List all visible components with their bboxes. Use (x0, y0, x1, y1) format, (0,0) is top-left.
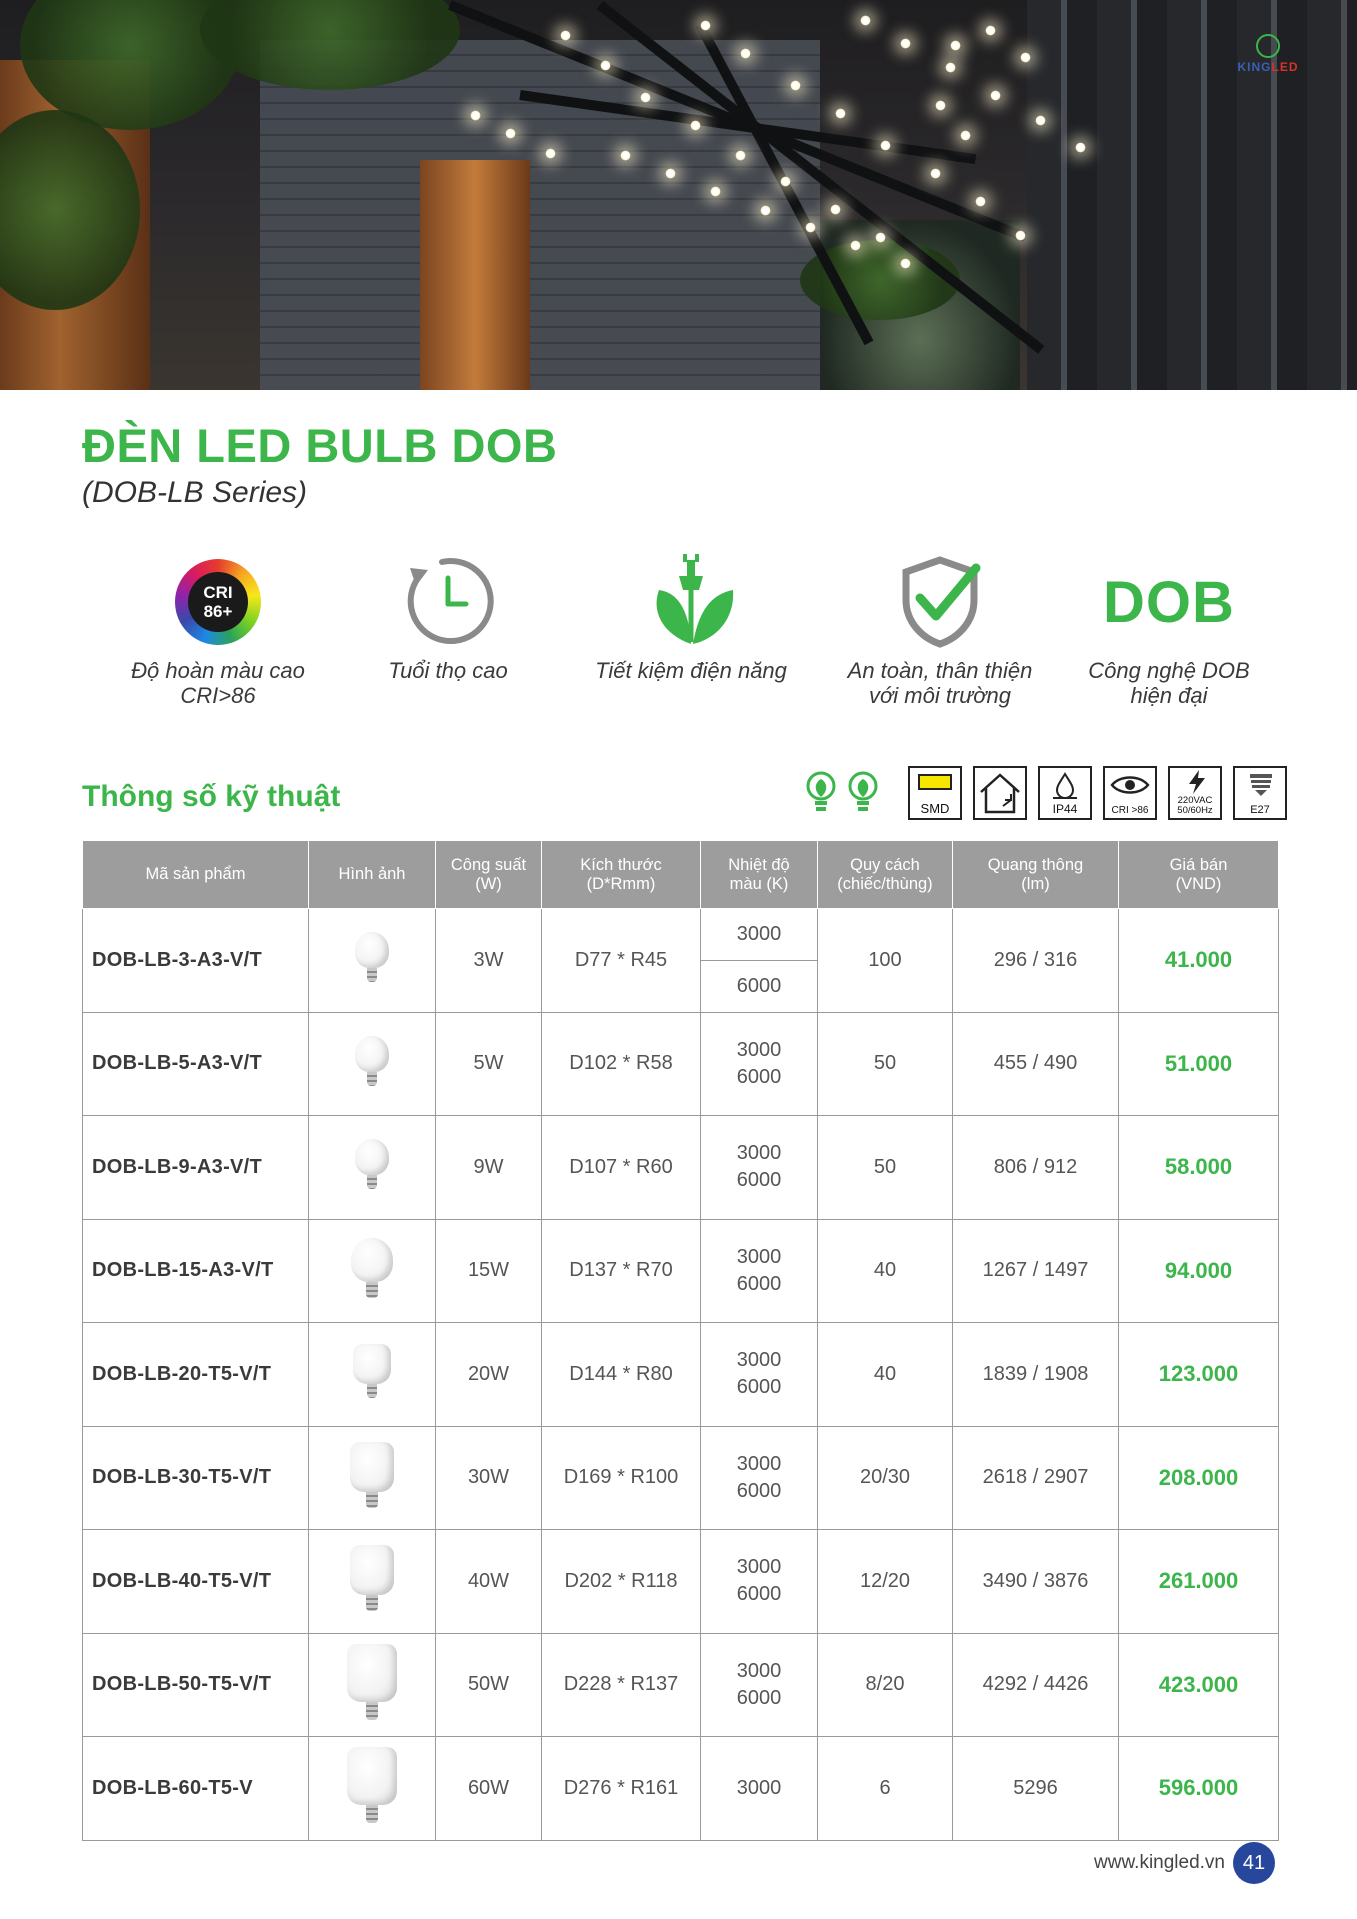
bulb-base (366, 1282, 378, 1298)
bulb-glass (347, 1747, 397, 1805)
eye-cri-icon: CRI >86 (1103, 766, 1157, 820)
luminous-flux: 1267 / 1497 (953, 1219, 1119, 1323)
feature-dob (1044, 552, 1294, 708)
string-light-bulb (690, 120, 701, 131)
bulb-t-shape-image (350, 1442, 394, 1508)
bulb-glass (353, 1344, 391, 1384)
kingled-logo: KINGLED (1227, 34, 1309, 74)
power: 50W (436, 1633, 542, 1737)
string-light-bulb (790, 80, 801, 91)
bulb-base (367, 968, 377, 982)
string-light-bulb (710, 186, 721, 197)
string-light-bulb (640, 92, 651, 103)
col-header-pack: Quy cách (chiếc/thùng) (818, 841, 953, 909)
page-number-badge: 41 (1233, 1842, 1275, 1884)
product-code: DOB-LB-3-A3-V/T (83, 909, 309, 1013)
string-light-bulb (470, 110, 481, 121)
size: D144 * R80 (542, 1323, 701, 1427)
table-row (83, 909, 1279, 961)
color-temp: 3000 6000 (701, 1426, 818, 1530)
string-light-bulb (665, 168, 676, 179)
size: D77 * R45 (542, 909, 701, 1013)
bulb-base (366, 1595, 378, 1611)
size: D202 * R118 (542, 1530, 701, 1634)
pack-qty: 20/30 (818, 1426, 953, 1530)
bulb-a-shape-image (355, 1036, 389, 1086)
product-image (309, 909, 436, 1013)
col-header-code: Mã sản phẩm (83, 841, 309, 909)
string-light-bulb (805, 222, 816, 233)
color-temp: 3000 6000 (701, 1116, 818, 1220)
string-light-bulb (1020, 52, 1031, 63)
color-temp: 3000 6000 (701, 1323, 818, 1427)
bulb-t-shape-image (350, 1545, 394, 1611)
power: 9W (436, 1116, 542, 1220)
string-light-bulb (760, 205, 771, 216)
pack-qty: 8/20 (818, 1633, 953, 1737)
color-temp: 3000 (701, 909, 818, 961)
string-light-bulb (1075, 142, 1086, 153)
bulb-glass (355, 1139, 389, 1175)
pack-qty: 50 (818, 1116, 953, 1220)
luminous-flux: 3490 / 3876 (953, 1530, 1119, 1634)
power: 20W (436, 1323, 542, 1427)
cri-86-icon: CRI 86+ (175, 559, 261, 645)
bulb-a-shape-image (351, 1238, 393, 1298)
price: 123.000 (1119, 1323, 1279, 1427)
product-image (309, 1633, 436, 1737)
table-header-row (83, 841, 1279, 909)
product-code: DOB-LB-40-T5-V/T (83, 1530, 309, 1634)
pack-qty: 6 (818, 1737, 953, 1841)
table-row (83, 1737, 1279, 1841)
string-light-bulb (780, 176, 791, 187)
bulb-base (367, 1072, 377, 1086)
price: 41.000 (1119, 909, 1279, 1013)
luminous-flux: 1839 / 1908 (953, 1323, 1119, 1427)
luminous-flux: 296 / 316 (953, 909, 1119, 1013)
table-row (83, 1530, 1279, 1634)
feature-safety (815, 552, 1065, 708)
product-image (309, 1116, 436, 1220)
product-image (309, 1737, 436, 1841)
color-temp: 3000 6000 (701, 1530, 818, 1634)
string-light-bulb (700, 20, 711, 31)
product-code: DOB-LB-50-T5-V/T (83, 1633, 309, 1737)
string-light-bulb (830, 204, 841, 215)
bulb-t-shape-image (347, 1644, 397, 1720)
col-header-temp: Nhiệt độ màu (K) (701, 841, 818, 909)
string-light-bulb (545, 148, 556, 159)
col-header-size: Kích thước (D*Rmm) (542, 841, 701, 909)
pack-qty: 100 (818, 909, 953, 1013)
feature-label: Công nghệ DOB hiện đại (1088, 658, 1250, 708)
eco-bulb-icon (804, 771, 838, 815)
hero-image (0, 0, 1357, 390)
feature-label: An toàn, thân thiện với môi trường (847, 658, 1033, 708)
string-light-bulb (835, 108, 846, 119)
luminous-flux: 806 / 912 (953, 1116, 1119, 1220)
bulb-a-shape-image (355, 1139, 389, 1189)
string-light-bulb (860, 15, 871, 26)
size: D276 * R161 (542, 1737, 701, 1841)
power: 60W (436, 1737, 542, 1841)
string-light-bulb (850, 240, 861, 251)
table-row (83, 1633, 1279, 1737)
table-row (83, 1116, 1279, 1220)
section-title: Thông số kỹ thuật (82, 780, 341, 813)
bulb-base (366, 1805, 378, 1823)
pack-qty: 40 (818, 1323, 953, 1427)
bulb-base (366, 1492, 378, 1508)
eco-bulb-icon (846, 771, 880, 815)
shield-check-icon (898, 556, 982, 648)
feature-label: Độ hoàn màu cao CRI>86 (131, 658, 305, 708)
dob-text-icon: DOB (1103, 569, 1235, 635)
string-light-bulb (620, 150, 631, 161)
power: 5W (436, 1012, 542, 1116)
ip44-drop-icon: IP44 (1038, 766, 1092, 820)
bulb-t-shape-image (353, 1344, 391, 1398)
size: D102 * R58 (542, 1012, 701, 1116)
price: 423.000 (1119, 1633, 1279, 1737)
feature-label: Tuổi thọ cao (388, 658, 508, 683)
feature-lifetime (323, 552, 573, 683)
string-light-bulb (975, 196, 986, 207)
bulb-base (367, 1384, 377, 1398)
spec-icons (804, 766, 1287, 820)
string-light-bulb (960, 130, 971, 141)
product-code: DOB-LB-30-T5-V/T (83, 1426, 309, 1530)
table-row (83, 1426, 1279, 1530)
string-light-bulb (930, 168, 941, 179)
bulb-glass (351, 1238, 393, 1282)
string-light-bulb (740, 48, 751, 59)
string-light-bulb (900, 258, 911, 269)
product-image (309, 1219, 436, 1323)
luminous-flux: 455 / 490 (953, 1012, 1119, 1116)
product-image (309, 1426, 436, 1530)
col-header-lumen: Quang thông (lm) (953, 841, 1119, 909)
luminous-flux: 5296 (953, 1737, 1119, 1841)
size: D228 * R137 (542, 1633, 701, 1737)
col-header-image: Hình ảnh (309, 841, 436, 909)
feature-label: Tiết kiệm điện năng (595, 658, 787, 683)
pack-qty: 40 (818, 1219, 953, 1323)
string-light-bulb (990, 90, 1001, 101)
power: 15W (436, 1219, 542, 1323)
smd-chip-icon: SMD (908, 766, 962, 820)
product-code: DOB-LB-20-T5-V/T (83, 1323, 309, 1427)
string-light-bulb (875, 232, 886, 243)
pack-qty: 50 (818, 1012, 953, 1116)
string-light-bulb (935, 100, 946, 111)
pack-qty: 12/20 (818, 1530, 953, 1634)
e27-socket-icon: E27 (1233, 766, 1287, 820)
color-temp: 3000 6000 (701, 1219, 818, 1323)
size: D169 * R100 (542, 1426, 701, 1530)
string-light-bulb (945, 62, 956, 73)
page-subtitle: (DOB-LB Series) (82, 476, 308, 509)
string-light-bulb (985, 25, 996, 36)
product-code: DOB-LB-9-A3-V/T (83, 1116, 309, 1220)
table-row (83, 1219, 1279, 1323)
string-light-bulb (505, 128, 516, 139)
energy-leaf-plug-icon (643, 554, 739, 650)
bulb-t-shape-image (347, 1747, 397, 1823)
color-temp: 3000 6000 (701, 1012, 818, 1116)
power: 40W (436, 1530, 542, 1634)
color-temp: 6000 (701, 960, 818, 1012)
price: 94.000 (1119, 1219, 1279, 1323)
size: D137 * R70 (542, 1219, 701, 1323)
string-light-bulb (1015, 230, 1026, 241)
price: 208.000 (1119, 1426, 1279, 1530)
table-row (83, 1323, 1279, 1427)
price: 51.000 (1119, 1012, 1279, 1116)
power: 3W (436, 909, 542, 1013)
price: 58.000 (1119, 1116, 1279, 1220)
bulb-base (366, 1702, 378, 1720)
price: 261.000 (1119, 1530, 1279, 1634)
luminous-flux: 2618 / 2907 (953, 1426, 1119, 1530)
product-image (309, 1323, 436, 1427)
feature-energy (566, 552, 816, 683)
bulb-glass (355, 932, 389, 968)
spec-table (82, 840, 1279, 1841)
indoor-house-icon (973, 766, 1027, 820)
luminous-flux: 4292 / 4426 (953, 1633, 1119, 1737)
clock-icon (402, 556, 494, 648)
string-light-bulb (880, 140, 891, 151)
string-light-bulb (735, 150, 746, 161)
string-light-bulb (560, 30, 571, 41)
string-light-bulb (950, 40, 961, 51)
bulb-base (367, 1175, 377, 1189)
color-temp: 3000 (701, 1737, 818, 1841)
product-image (309, 1530, 436, 1634)
size: D107 * R60 (542, 1116, 701, 1220)
bulb-a-shape-image (355, 932, 389, 982)
feature-cri (93, 552, 343, 708)
product-code: DOB-LB-5-A3-V/T (83, 1012, 309, 1116)
page-title: ĐÈN LED BULB DOB (82, 419, 558, 472)
product-code: DOB-LB-60-T5-V (83, 1737, 309, 1841)
bulb-glass (350, 1442, 394, 1492)
color-temp: 3000 6000 (701, 1633, 818, 1737)
bulb-glass (350, 1545, 394, 1595)
power: 30W (436, 1426, 542, 1530)
bulb-glass (347, 1644, 397, 1702)
col-header-power: Công suất (W) (436, 841, 542, 909)
string-light-bulb (1035, 115, 1046, 126)
product-code: DOB-LB-15-A3-V/T (83, 1219, 309, 1323)
table-row (83, 1012, 1279, 1116)
string-light-bulb (600, 60, 611, 71)
voltage-bolt-icon: 220VAC 50/60Hz (1168, 766, 1222, 820)
string-light-bulb (900, 38, 911, 49)
website-link[interactable]: www.kingled.vn (1094, 1852, 1225, 1873)
price: 596.000 (1119, 1737, 1279, 1841)
product-image (309, 1012, 436, 1116)
col-header-price: Giá bán (VND) (1119, 841, 1279, 909)
bulb-glass (355, 1036, 389, 1072)
